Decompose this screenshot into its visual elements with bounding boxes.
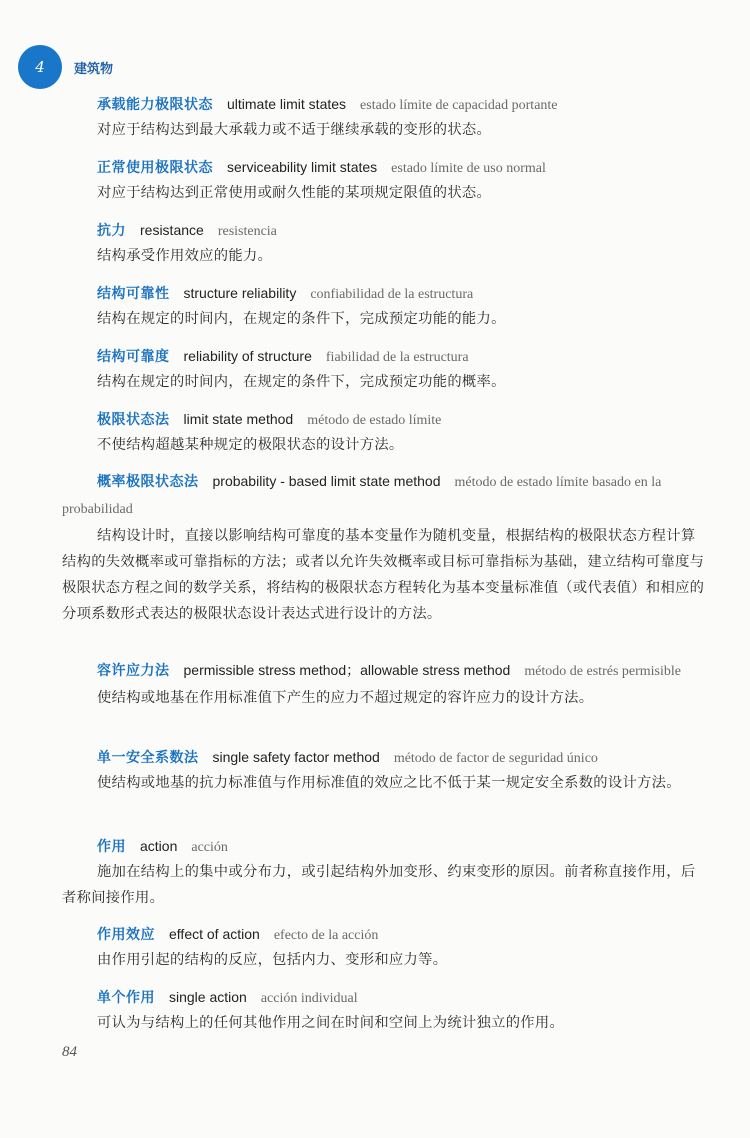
page-number: 84 [62, 1044, 77, 1060]
term-line [0, 93, 750, 117]
glossary-entry [0, 923, 750, 973]
term-line [0, 923, 750, 947]
term-chinese: 单一安全系数法 [97, 750, 199, 766]
term-chinese: 概率极限状态法 [97, 474, 199, 490]
term-english: limit state method [183, 411, 294, 427]
term-chinese: 承载能力极限状态 [97, 97, 213, 113]
term-spanish: confiabilidad de la estructura [310, 287, 474, 302]
term-english: resistance [140, 222, 204, 238]
term-english: action [140, 838, 178, 854]
term-definition: 对应于结构达到正常使用或耐久性能的某项规定限值的状态。 [97, 185, 492, 201]
term-definition: 使结构或地基在作用标准值下产生的应力不超过规定的容许应力的设计方法。 [97, 690, 594, 706]
term-definition: 施加在结构上的集中或分布力，或引起结构外加变形、约束变形的原因。前者称直接作用，后者称间接作用。 [62, 864, 696, 906]
glossary-entry [0, 657, 750, 711]
term-spanish: efecto de la acción [273, 928, 379, 943]
term-line [0, 657, 750, 685]
term-spanish: método de estado límite [307, 413, 442, 428]
term-spanish: estado límite de uso normal [391, 161, 546, 176]
term-chinese: 正常使用极限状态 [97, 160, 213, 176]
term-english: single safety factor method [212, 749, 380, 765]
term-definition: 结构在规定的时间内，在规定的条件下，完成预定功能的概率。 [97, 374, 506, 390]
term-definition: 由作用引起的结构的反应，包括内力、变形和应力等。 [97, 952, 448, 968]
term-spanish: método de estado límite basado en la probabilidad [62, 475, 662, 517]
term-definition: 不使结构超越某种规定的极限状态的设计方法。 [97, 437, 404, 453]
glossary-entry [0, 468, 750, 627]
term-line [0, 219, 750, 243]
chapter-title: 建筑物 [74, 62, 114, 77]
glossary-entry [0, 93, 750, 143]
glossary-entry [0, 835, 750, 911]
term-english: structure reliability [183, 285, 297, 301]
term-english: effect of action [169, 926, 260, 942]
term-spanish: acción individual [260, 991, 358, 1006]
term-spanish: estado límite de capacidad portante [360, 98, 558, 113]
term-spanish: método de estrés permisible [524, 664, 681, 679]
term-definition: 结构在规定的时间内，在规定的条件下，完成预定功能的能力。 [97, 311, 506, 327]
term-spanish: fiabilidad de la estructura [325, 350, 469, 365]
glossary-entry [0, 986, 750, 1036]
term-chinese: 抗力 [97, 223, 126, 239]
term-line [0, 156, 750, 180]
term-english: probability - based limit state method [212, 473, 441, 489]
term-line [0, 746, 750, 770]
term-line [0, 986, 750, 1010]
term-chinese: 结构可靠性 [97, 286, 170, 302]
glossary-entry [0, 746, 750, 796]
term-english: serviceability limit states [227, 159, 378, 175]
term-chinese: 单个作用 [97, 990, 155, 1006]
term-english: ultimate limit states [227, 96, 347, 112]
term-line [0, 282, 750, 306]
term-chinese: 容许应力法 [97, 663, 170, 679]
term-english: single action [169, 989, 247, 1005]
glossary-entry [0, 345, 750, 395]
term-definition: 对应于结构达到最大承载力或不适于继续承载的变形的状态。 [97, 122, 492, 138]
term-definition: 结构承受作用效应的能力。 [97, 248, 273, 264]
term-line [0, 345, 750, 369]
term-chinese: 作用效应 [97, 927, 155, 943]
term-line [0, 835, 750, 859]
term-chinese: 极限状态法 [97, 412, 170, 428]
term-chinese: 结构可靠度 [97, 349, 170, 365]
term-line [0, 408, 750, 432]
term-english: permissible stress method；allowable stress method [183, 662, 511, 678]
term-definition: 可认为与结构上的任何其他作用之间在时间和空间上为统计独立的作用。 [97, 1015, 565, 1031]
term-line [0, 468, 750, 523]
glossary-entry [0, 156, 750, 206]
term-definition: 使结构或地基的抗力标准值与作用标准值的效应之比不低于某一规定安全系数的设计方法。 [97, 775, 681, 791]
glossary-entry [0, 282, 750, 332]
term-definition: 结构设计时，直接以影响结构可靠度的基本变量作为随机变量，根据结构的极限状态方程计算结构的失效概率或可靠指标的方法；或者以允许失效概率或目标可靠指标为基础，建立结构可靠度与极限状态方程之间的数学关系，将结构的极限状态方程转化为基本变量标准值（或代表值）和相应的分项系数形式表达的极限状态设计表达式进行设计的方法。 [62, 528, 705, 622]
term-spanish: resistencia [217, 224, 277, 239]
glossary-entry [0, 408, 750, 458]
term-spanish: método de factor de seguridad único [393, 751, 598, 766]
term-english: reliability of structure [183, 348, 312, 364]
term-spanish: acción [191, 840, 228, 855]
term-chinese: 作用 [97, 839, 126, 855]
glossary-entry [0, 219, 750, 269]
chapter-number-badge: 4 [18, 45, 62, 89]
